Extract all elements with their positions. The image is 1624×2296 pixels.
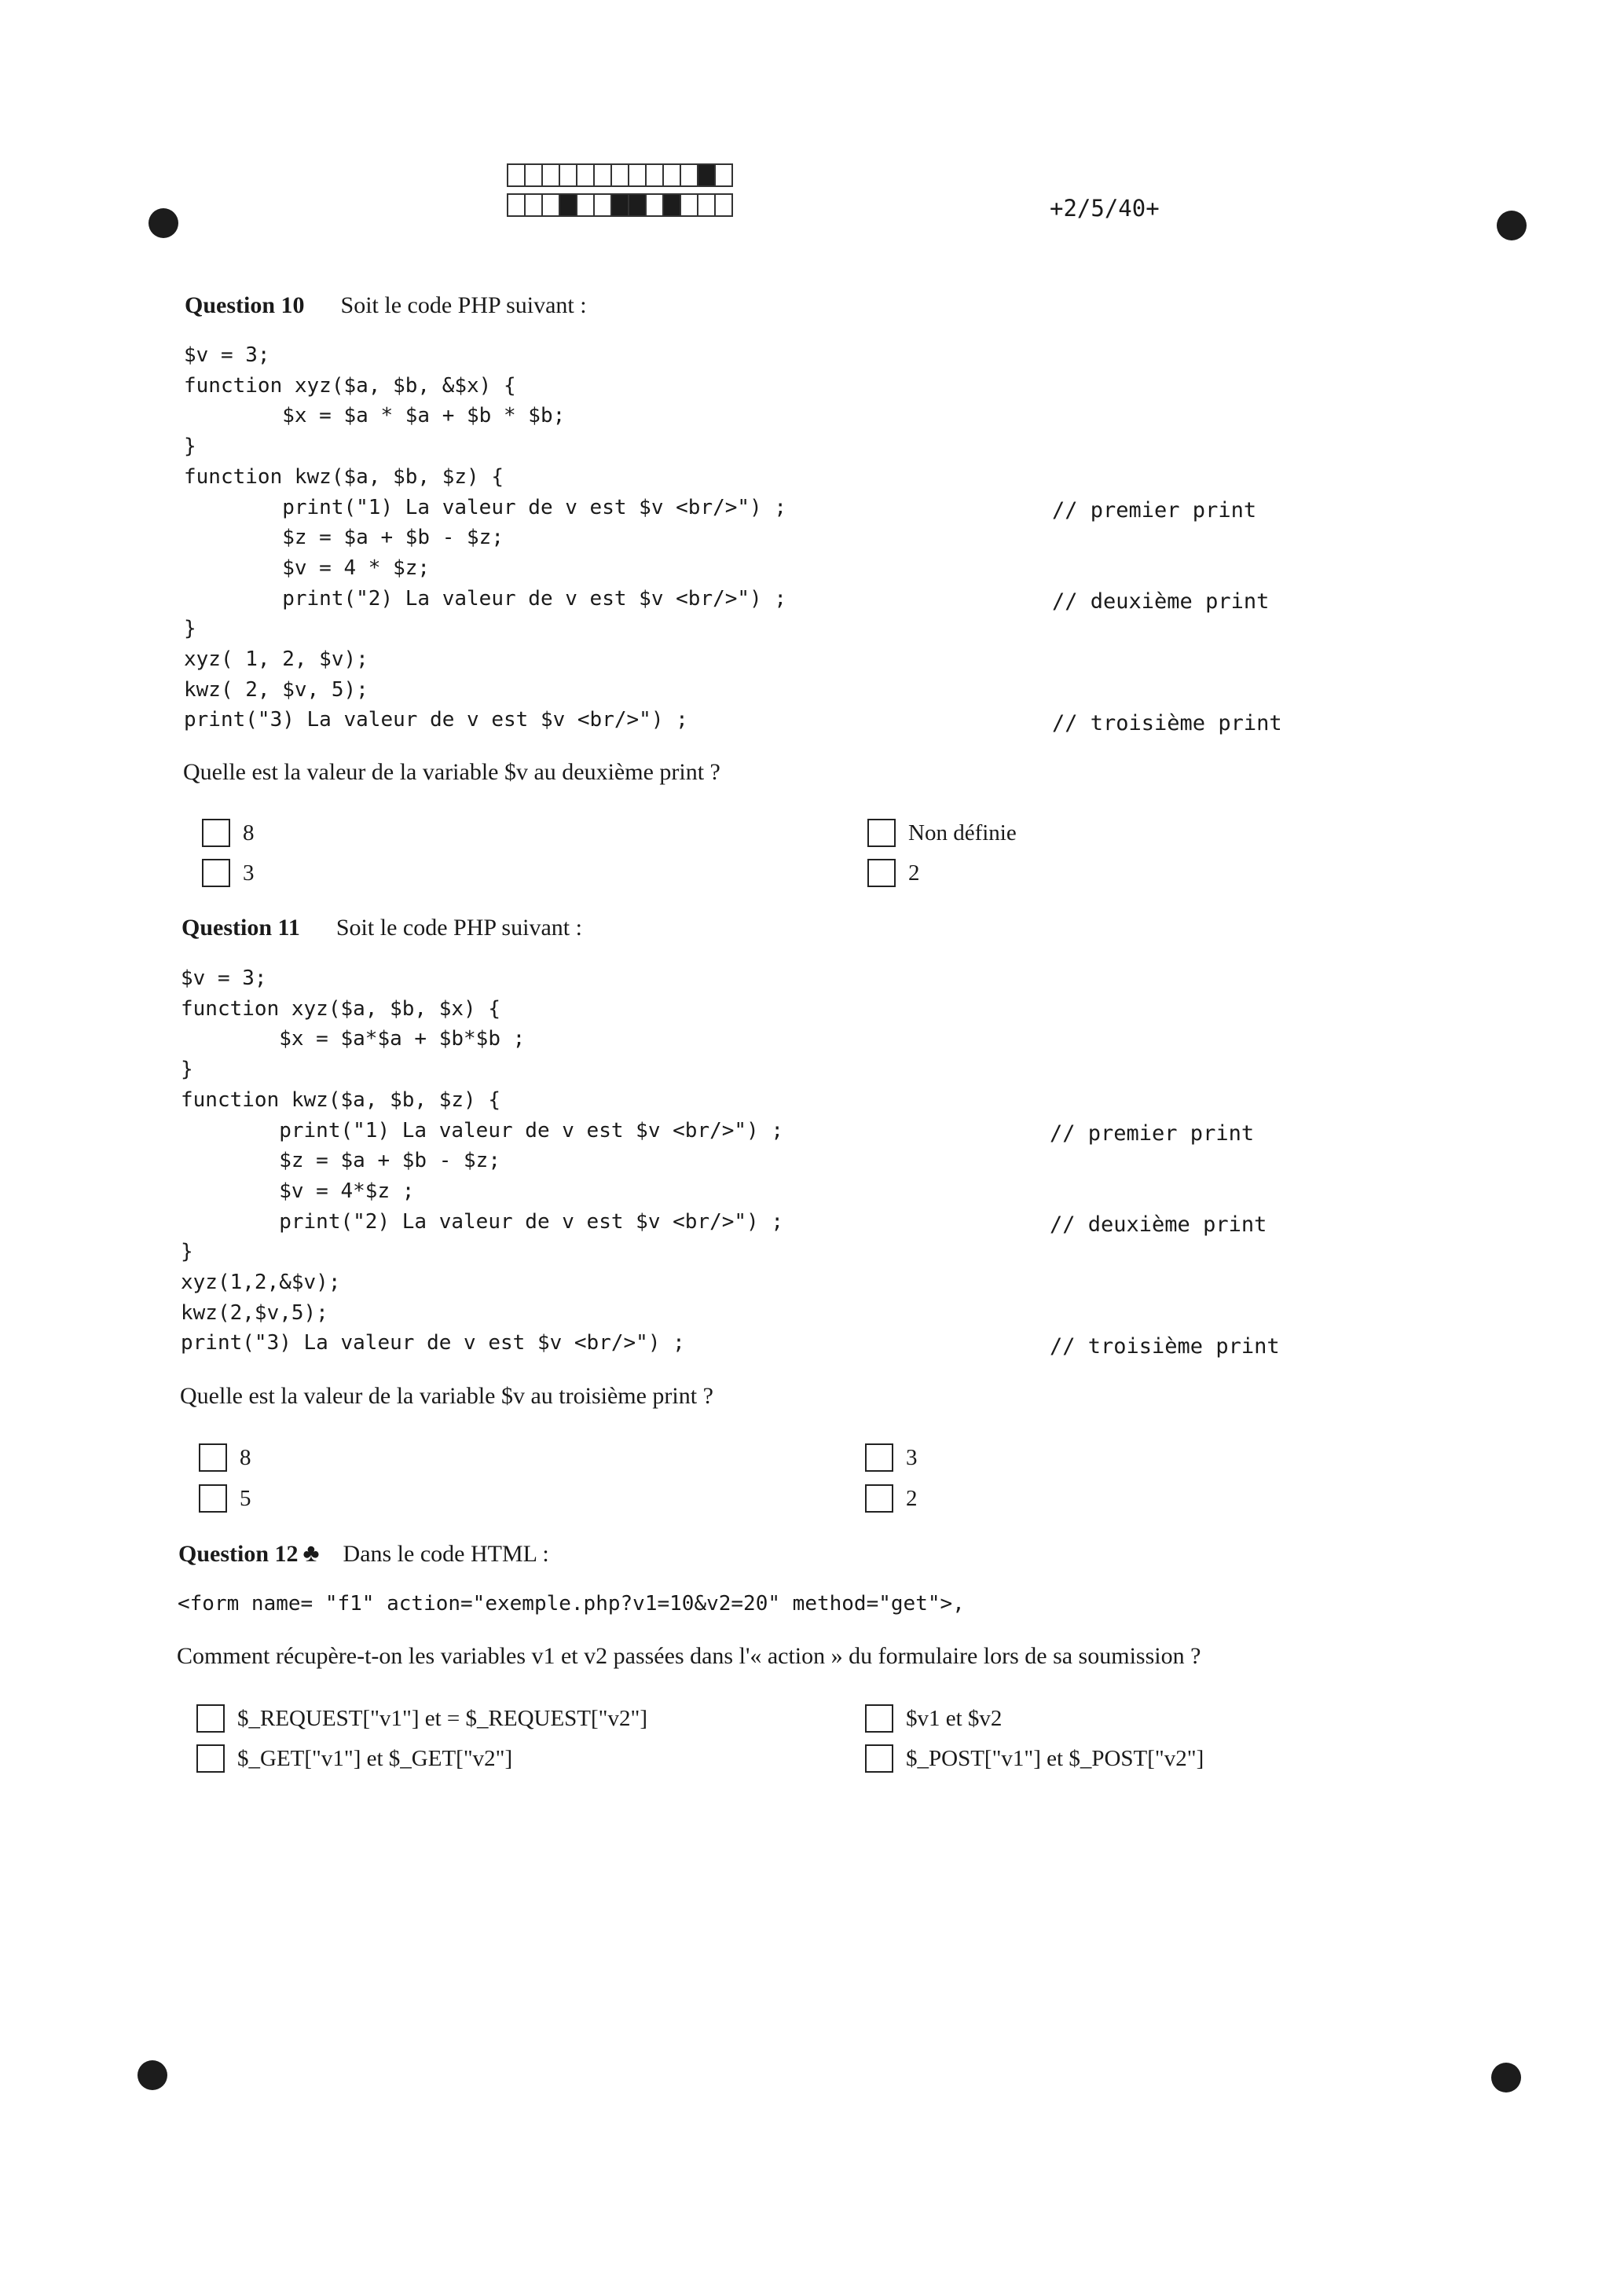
answer-checkbox[interactable] [865,1443,893,1472]
answer-label: $_GET["v1"] et $_GET["v2"] [237,1745,513,1771]
question-11-heading [181,915,582,941]
id-grid-cell [628,193,647,217]
code-comment: // premier print [1050,1121,1255,1146]
question-prompt: Quelle est la valeur de la variable $v au troisième print ? [180,1383,713,1409]
question-title: Soit le code PHP suivant : [335,915,582,941]
answer-checkbox[interactable] [199,1443,227,1472]
php-code-block: $v = 3; function xyz($a, $b, &$x) { $x = $a * $a + $b * $b; } function kwz($a, $b, $z) { print("1) La valeur de v est $v <br/>") ; $z = $a + $b - $z; $v = 4 * $z; print("2) La valeur de v est $v <br/>") ; } xyz( 1, 2, $v); kwz( 2, $v, 5); print("3) La valeur de v est $v <br/>") ; [184,343,787,732]
answer-label: 8 [243,820,255,845]
answer-option[interactable] [196,1704,647,1733]
question-prompt: Quelle est la valeur de la variable $v au deuxième print ? [183,759,720,785]
answer-label: $_POST["v1"] et $_POST["v2"] [906,1745,1204,1771]
id-grid-cell [610,193,629,217]
html-code-line: <form name= "f1" action="exemple.php?v1=10&v2=20" method="get">, [178,1592,965,1616]
id-grid-cell [559,163,577,187]
answer-option[interactable] [867,859,920,887]
answer-checkbox[interactable] [865,1744,893,1773]
question-number: Question 10 [185,292,305,318]
code-comment: // premier print [1052,498,1257,523]
question-title: Dans le code HTML : [343,1541,549,1567]
id-grid-cell [628,163,647,187]
id-grid-cell [541,193,560,217]
question-12-heading [178,1539,549,1568]
id-grid-cell [697,193,716,217]
answer-checkbox[interactable] [202,819,230,847]
answer-checkbox[interactable] [202,859,230,887]
answer-option[interactable] [196,1744,512,1773]
answer-option[interactable] [865,1704,1002,1733]
id-grid-cell [645,193,664,217]
answer-checkbox[interactable] [196,1744,225,1773]
answer-option[interactable] [865,1443,918,1472]
answer-option[interactable] [202,819,255,847]
page-code: +2/5/40+ [1050,195,1160,222]
answer-option[interactable] [865,1484,918,1513]
student-id-grid-row-1 [508,163,733,187]
id-grid-cell [507,193,526,217]
question-10-heading [185,292,587,319]
id-grid-cell [697,163,716,187]
id-grid-cell [645,163,664,187]
answer-label: $v1 et $v2 [906,1705,1003,1731]
id-grid-cell [714,163,733,187]
id-grid-cell [714,193,733,217]
student-id-grid-row-2 [508,193,733,217]
question-number: Question 12 [178,1541,299,1567]
question-number: Question 11 [181,915,300,941]
id-grid-cell [593,193,612,217]
id-grid-cell [610,163,629,187]
id-grid-cell [576,163,595,187]
answer-label: Non définie [908,820,1017,845]
id-grid-cell [559,193,577,217]
answer-label: 2 [906,1485,918,1511]
club-icon: ♣ [302,1539,320,1567]
code-comment: // troisième print [1050,1334,1280,1359]
answer-option[interactable] [867,819,1017,847]
registration-dot-bottom-left [137,2060,167,2090]
code-comment: // troisième print [1052,711,1282,735]
question-title: Soit le code PHP suivant : [340,292,587,318]
id-grid-cell [541,163,560,187]
code-comment: // deuxième print [1050,1212,1267,1237]
answer-option[interactable] [865,1744,1204,1773]
answer-checkbox[interactable] [865,1484,893,1513]
answer-checkbox[interactable] [865,1704,893,1733]
answer-label: 5 [240,1485,251,1511]
php-code-block: $v = 3; function xyz($a, $b, $x) { $x = $a*$a + $b*$b ; } function kwz($a, $b, $z) { print("1) La valeur de v est $v <br/>") ; $z = $a + $b - $z; $v = 4*$z ; print("2) La valeur de v est $v <br/>") ; } xyz(1,2,&$v); kwz(2,$v,5); print("3) La valeur de v est $v <br/>") ; [181,966,784,1355]
id-grid-cell [680,193,698,217]
registration-dot-bottom-right [1491,2063,1521,2092]
answer-checkbox[interactable] [867,819,896,847]
id-grid-cell [680,163,698,187]
id-grid-cell [524,163,543,187]
answer-label: 3 [243,860,255,886]
answer-label: 8 [240,1444,251,1470]
answer-label: 3 [906,1444,918,1470]
id-grid-cell [662,163,681,187]
id-grid-cell [576,193,595,217]
answer-option[interactable] [199,1443,251,1472]
answer-option[interactable] [199,1484,251,1513]
registration-dot-top-left [148,208,178,238]
answer-checkbox[interactable] [867,859,896,887]
registration-dot-top-right [1497,211,1527,240]
id-grid-cell [507,163,526,187]
id-grid-cell [662,193,681,217]
code-comment: // deuxième print [1052,589,1270,614]
question-prompt: Comment récupère-t-on les variables v1 et v2 passées dans l'« action » du formulaire lors de sa soumission ? [177,1643,1201,1669]
answer-checkbox[interactable] [196,1704,225,1733]
id-grid-cell [524,193,543,217]
answer-label: 2 [908,860,920,886]
id-grid-cell [593,163,612,187]
answer-option[interactable] [202,859,255,887]
answer-checkbox[interactable] [199,1484,227,1513]
answer-label: $_REQUEST["v1"] et = $_REQUEST["v2"] [237,1705,648,1731]
